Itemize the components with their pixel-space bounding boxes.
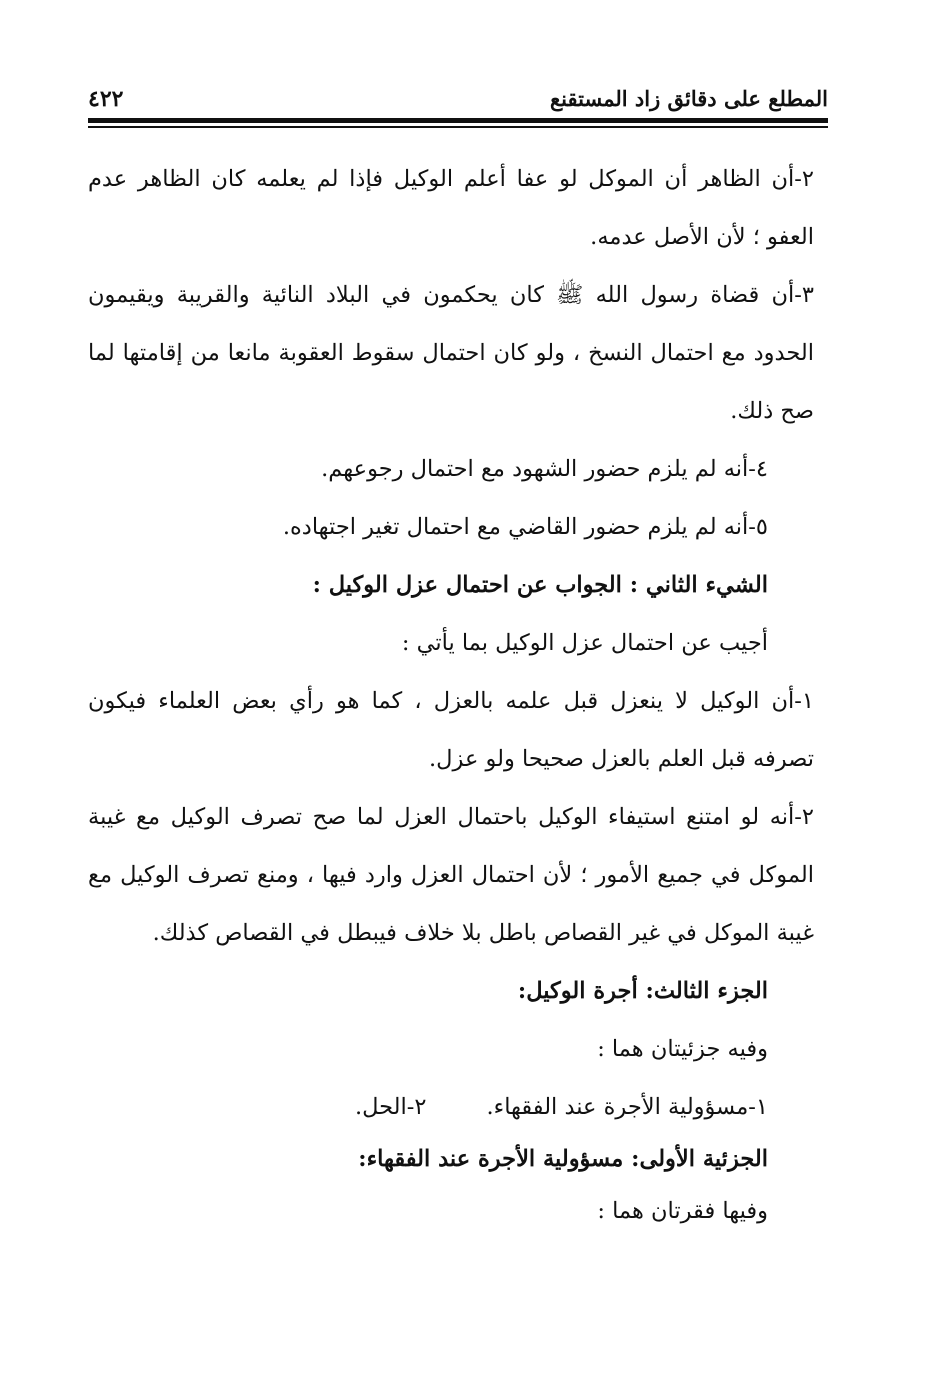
section-heading: الجزئية الأولى: مسؤولية الأجرة عند الفقهاء: [358, 1146, 768, 1172]
paragraph: وفيه جزئيتان هما : [597, 1036, 768, 1062]
paragraph: أجيب عن احتمال عزل الوكيل بما يأتي : [401, 630, 768, 656]
paragraph: ٣-أن قضاة رسول الله ﷺ كان يحكمون في البلاد النائية والقريبة ويقيمون الحدود مع احتمال النسخ ، ولو كان احتمال سقوط العقوبة مانعا من إقامتها لما صح ذلك. [88, 282, 814, 424]
list-item: ٢-الحل. [354, 1094, 427, 1120]
section-heading: الشيء الثاني : الجواب عن احتمال عزل الوكيل : [312, 572, 768, 598]
list-item: ١-مسؤولية الأجرة عند الفقهاء. [486, 1094, 768, 1120]
paragraph: وفيها فقرتان هما : [597, 1198, 768, 1224]
paragraph: ٢-أن الظاهر أن الموكل لو عفا أعلم الوكيل فإذا لم يعلمه كان الظاهر عدم العفو ؛ لأن الأصل عدمه. [88, 166, 814, 250]
section-heading: الجزء الثالث: أجرة الوكيل: [517, 978, 768, 1004]
header-rule-thin [88, 126, 828, 128]
paragraph: ١-أن الوكيل لا ينعزل قبل علمه بالعزل ، كما هو رأي بعض العلماء فيكون تصرفه قبل العلم بالعزل صحيحا ولو عزل. [88, 688, 814, 772]
running-title: المطلع على دقائق زاد المستقنع [549, 86, 828, 111]
header-rule-thick [88, 118, 828, 123]
paragraph: ٤-أنه لم يلزم حضور الشهود مع احتمال رجوعهم. [321, 456, 768, 482]
page-number: ٤٢٢ [88, 86, 124, 112]
page-body [88, 150, 828, 1240]
paragraph: ٢-أنه لو امتنع استيفاء الوكيل باحتمال العزل لما صح تصرف الوكيل مع غيبة الموكل في جميع الأمور ؛ لأن احتمال العزل وارد فيها ، ومنع تصرف الوكيل مع غيبة الموكل في غير القصاص باطل بلا خلاف فيبطل في القصاص كذلك. [88, 804, 814, 946]
list-line [88, 1078, 828, 1136]
paragraph: ٥-أنه لم يلزم حضور القاضي مع احتمال تغير اجتهاده. [282, 514, 768, 540]
